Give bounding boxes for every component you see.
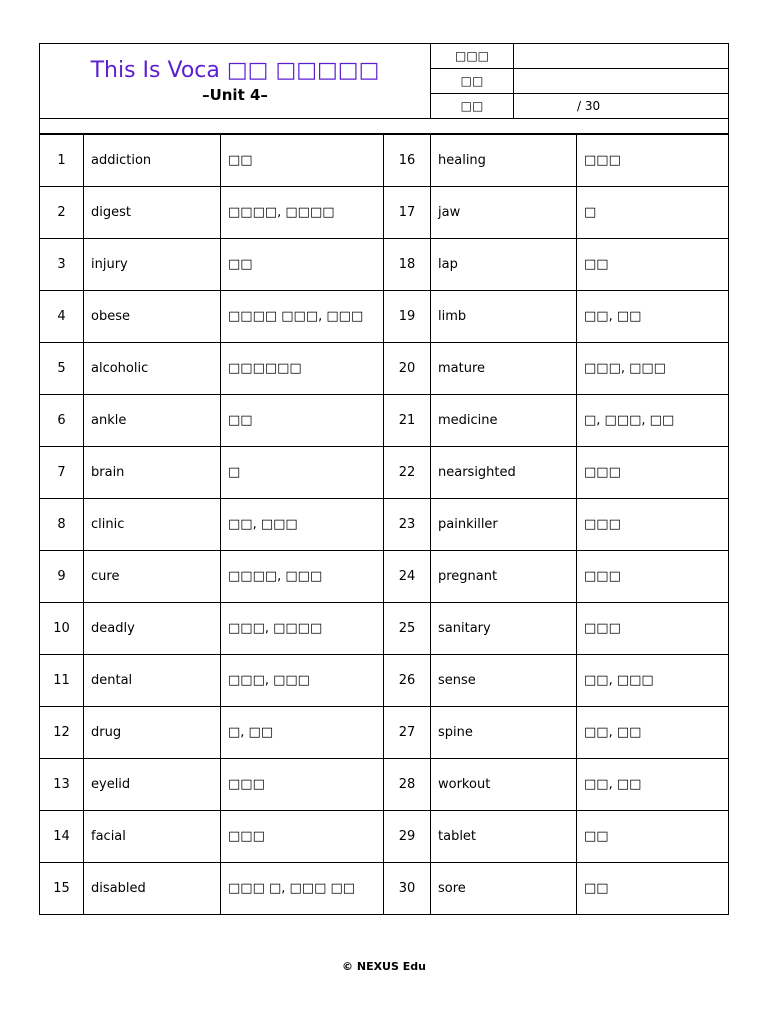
english-word: brain <box>84 447 221 499</box>
word-number: 17 <box>384 187 431 239</box>
word-meaning: □□□ <box>221 811 384 863</box>
word-number: 23 <box>384 499 431 551</box>
word-number: 30 <box>384 863 431 915</box>
english-word: cure <box>84 551 221 603</box>
word-number: 8 <box>40 499 84 551</box>
english-word: facial <box>84 811 221 863</box>
word-meaning: □□□, □□□□ <box>221 603 384 655</box>
table-row <box>40 291 729 343</box>
copyright-footer: © NEXUS Edu <box>342 960 426 973</box>
word-number: 19 <box>384 291 431 343</box>
table-row <box>40 603 729 655</box>
english-word: healing <box>431 135 577 187</box>
word-meaning: □□□ □, □□□ □□ <box>221 863 384 915</box>
score-value[interactable]: / 30 <box>514 94 729 119</box>
english-word: dental <box>84 655 221 707</box>
word-number: 4 <box>40 291 84 343</box>
spacer-row <box>40 119 729 134</box>
word-meaning: □□□ <box>221 759 384 811</box>
english-word: obese <box>84 291 221 343</box>
table-row <box>40 395 729 447</box>
english-word: workout <box>431 759 577 811</box>
word-number: 2 <box>40 187 84 239</box>
header-table <box>39 43 729 134</box>
word-meaning: □□□□ □□□, □□□ <box>221 291 384 343</box>
word-meaning: □□□ <box>577 447 729 499</box>
table-row <box>40 811 729 863</box>
word-number: 14 <box>40 811 84 863</box>
word-meaning: □□, □□□ <box>577 655 729 707</box>
word-meaning: □□□□□□ <box>221 343 384 395</box>
english-word: alcoholic <box>84 343 221 395</box>
table-row <box>40 343 729 395</box>
word-number: 27 <box>384 707 431 759</box>
english-word: sore <box>431 863 577 915</box>
word-meaning: □, □□□, □□ <box>577 395 729 447</box>
word-number: 21 <box>384 395 431 447</box>
english-word: deadly <box>84 603 221 655</box>
english-word: painkiller <box>431 499 577 551</box>
table-row <box>40 707 729 759</box>
header-field-value[interactable] <box>514 44 729 69</box>
vocab-table <box>39 134 729 915</box>
word-number: 13 <box>40 759 84 811</box>
word-number: 15 <box>40 863 84 915</box>
word-meaning: □□, □□□ <box>221 499 384 551</box>
word-number: 20 <box>384 343 431 395</box>
word-meaning: □□□ <box>577 603 729 655</box>
word-meaning: □□□□, □□□□ <box>221 187 384 239</box>
word-number: 18 <box>384 239 431 291</box>
word-number: 29 <box>384 811 431 863</box>
english-word: sense <box>431 655 577 707</box>
word-number: 5 <box>40 343 84 395</box>
english-word: medicine <box>431 395 577 447</box>
word-meaning: □ <box>577 187 729 239</box>
english-word: disabled <box>84 863 221 915</box>
word-meaning: □□ <box>577 863 729 915</box>
vocab-test-sheet <box>39 43 728 915</box>
english-word: mature <box>431 343 577 395</box>
english-word: pregnant <box>431 551 577 603</box>
table-row <box>40 187 729 239</box>
word-meaning: □□, □□ <box>577 291 729 343</box>
header-field-value[interactable] <box>514 69 729 94</box>
word-meaning: □□□, □□□ <box>577 343 729 395</box>
english-word: lap <box>431 239 577 291</box>
table-row <box>40 655 729 707</box>
table-row <box>40 759 729 811</box>
english-word: limb <box>431 291 577 343</box>
word-number: 11 <box>40 655 84 707</box>
english-word: injury <box>84 239 221 291</box>
english-word: nearsighted <box>431 447 577 499</box>
header-field-label: □□ <box>431 94 514 119</box>
word-meaning: □□ <box>577 239 729 291</box>
word-number: 16 <box>384 135 431 187</box>
word-meaning: □□□ <box>577 135 729 187</box>
title-block <box>40 44 431 119</box>
word-number: 28 <box>384 759 431 811</box>
english-word: addiction <box>84 135 221 187</box>
word-number: 12 <box>40 707 84 759</box>
english-word: drug <box>84 707 221 759</box>
table-row <box>40 135 729 187</box>
word-meaning: □□□ <box>577 551 729 603</box>
english-word: jaw <box>431 187 577 239</box>
word-number: 22 <box>384 447 431 499</box>
english-word: clinic <box>84 499 221 551</box>
word-meaning: □□□ <box>577 499 729 551</box>
word-meaning: □□□□, □□□ <box>221 551 384 603</box>
word-meaning: □□, □□ <box>577 707 729 759</box>
sheet-title: This Is Voca □□ □□□□□ <box>90 58 380 83</box>
word-meaning: □, □□ <box>221 707 384 759</box>
header-field-label: □□ <box>431 69 514 94</box>
word-meaning: □ <box>221 447 384 499</box>
unit-subtitle: –Unit 4– <box>202 86 268 104</box>
word-number: 3 <box>40 239 84 291</box>
table-row <box>40 447 729 499</box>
word-meaning: □□ <box>577 811 729 863</box>
word-number: 10 <box>40 603 84 655</box>
word-number: 25 <box>384 603 431 655</box>
english-word: eyelid <box>84 759 221 811</box>
word-meaning: □□ <box>221 135 384 187</box>
word-meaning: □□, □□ <box>577 759 729 811</box>
word-number: 26 <box>384 655 431 707</box>
word-meaning: □□ <box>221 395 384 447</box>
word-meaning: □□□, □□□ <box>221 655 384 707</box>
table-row <box>40 499 729 551</box>
english-word: digest <box>84 187 221 239</box>
english-word: sanitary <box>431 603 577 655</box>
english-word: ankle <box>84 395 221 447</box>
table-row <box>40 239 729 291</box>
word-number: 24 <box>384 551 431 603</box>
english-word: spine <box>431 707 577 759</box>
word-number: 9 <box>40 551 84 603</box>
english-word: tablet <box>431 811 577 863</box>
header-field-label: □□□ <box>431 44 514 69</box>
word-number: 1 <box>40 135 84 187</box>
word-number: 6 <box>40 395 84 447</box>
table-row <box>40 551 729 603</box>
word-number: 7 <box>40 447 84 499</box>
word-meaning: □□ <box>221 239 384 291</box>
table-row <box>40 863 729 915</box>
